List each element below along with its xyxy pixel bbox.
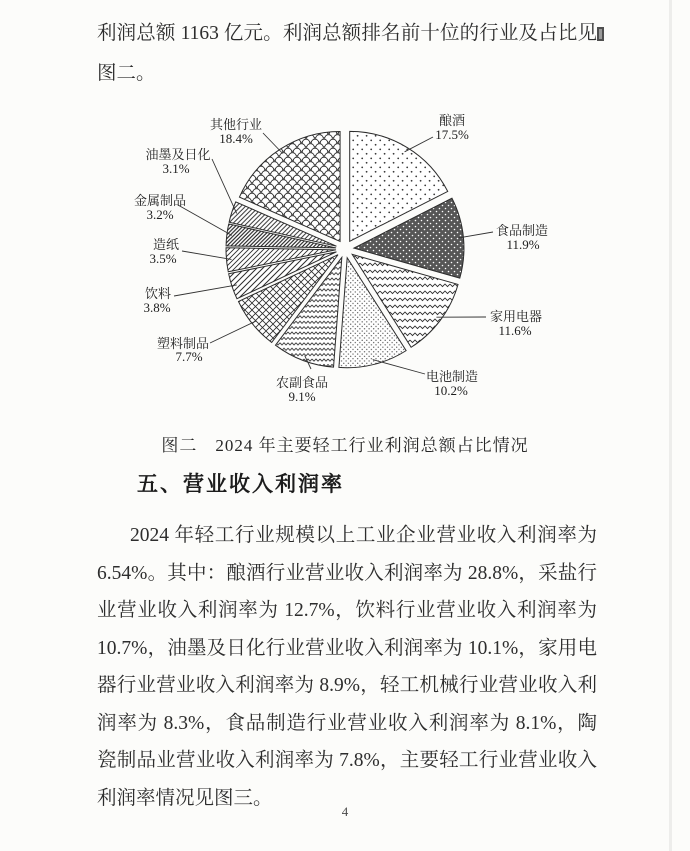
slice-name-label: 食品制造 bbox=[495, 223, 549, 238]
slice-name-label: 农副食品 bbox=[275, 375, 329, 390]
slice-name-label: 塑料制品 bbox=[156, 336, 210, 351]
scan-artifact bbox=[597, 27, 604, 41]
slice-pct-label: 3.2% bbox=[146, 207, 174, 222]
leader-line bbox=[459, 232, 494, 238]
slice-pct-label: 10.2% bbox=[434, 383, 468, 398]
slice-name-label: 饮料 bbox=[144, 286, 172, 301]
pie-slices-group bbox=[226, 131, 464, 367]
figure-caption: 图二 2024 年主要轻工行业利润总额占比情况 bbox=[161, 436, 529, 455]
slice-name-label: 家用电器 bbox=[489, 309, 543, 324]
slice-name-label: 其他行业 bbox=[209, 117, 263, 132]
slice-pct-label: 11.6% bbox=[498, 323, 532, 338]
slice-name-label: 电池制造 bbox=[425, 369, 479, 384]
slice-pct-label: 18.4% bbox=[219, 131, 253, 146]
slice-pct-label: 7.7% bbox=[175, 349, 203, 364]
slice-pct-label: 11.9% bbox=[506, 237, 540, 252]
slice-pct-label: 3.5% bbox=[149, 251, 177, 266]
leader-line bbox=[174, 285, 237, 296]
leader-line bbox=[373, 360, 425, 374]
page-number: 4 bbox=[341, 804, 349, 819]
slice-pct-label: 3.8% bbox=[143, 300, 171, 315]
intro-paragraph: 利润总额 1163 亿元。利润总额排名前十位的行业及占比见图二。 bbox=[97, 23, 597, 84]
pie-chart-svg bbox=[0, 93, 690, 431]
leader-line bbox=[210, 321, 257, 343]
leader-line bbox=[212, 159, 237, 213]
leader-line bbox=[263, 133, 283, 154]
figure-2-pie-chart bbox=[0, 93, 690, 431]
slice-pct-label: 3.1% bbox=[162, 161, 190, 176]
slice-name-label: 酿酒 bbox=[438, 113, 466, 128]
slice-pct-label: 9.1% bbox=[288, 389, 316, 404]
slice-name-label: 油墨及日化 bbox=[145, 147, 211, 162]
slice-name-label: 造纸 bbox=[152, 237, 180, 252]
leader-line bbox=[178, 205, 232, 235]
section-heading: 五、营业收入利润率 bbox=[137, 472, 344, 496]
scan-edge-line bbox=[669, 0, 672, 851]
leader-line bbox=[182, 251, 232, 259]
body-paragraph: 2024 年轻工行业规模以上工业企业营业收入利润率为 6.54%。其中：酿酒行业营业收入利润率为 28.8%，采盐行业营业收入利润率为 12.7%，饮料行业营业收入利润率为 10.7%，油墨及日化行业营业收入利润率为 10.1%，家用电器行业营业收入利润率为 8.9%，轻工机械行业营业收入利润率为 8.3%，食品制造行业营业收入利润率为 8.1%，陶瓷制品业营业收入利润率为 7.8%，主要轻工行业营业收入利润率情况见图三。 bbox=[97, 525, 597, 809]
leader-line bbox=[405, 137, 433, 152]
slice-name-label: 金属制品 bbox=[133, 193, 187, 208]
slice-pct-label: 17.5% bbox=[435, 127, 469, 142]
